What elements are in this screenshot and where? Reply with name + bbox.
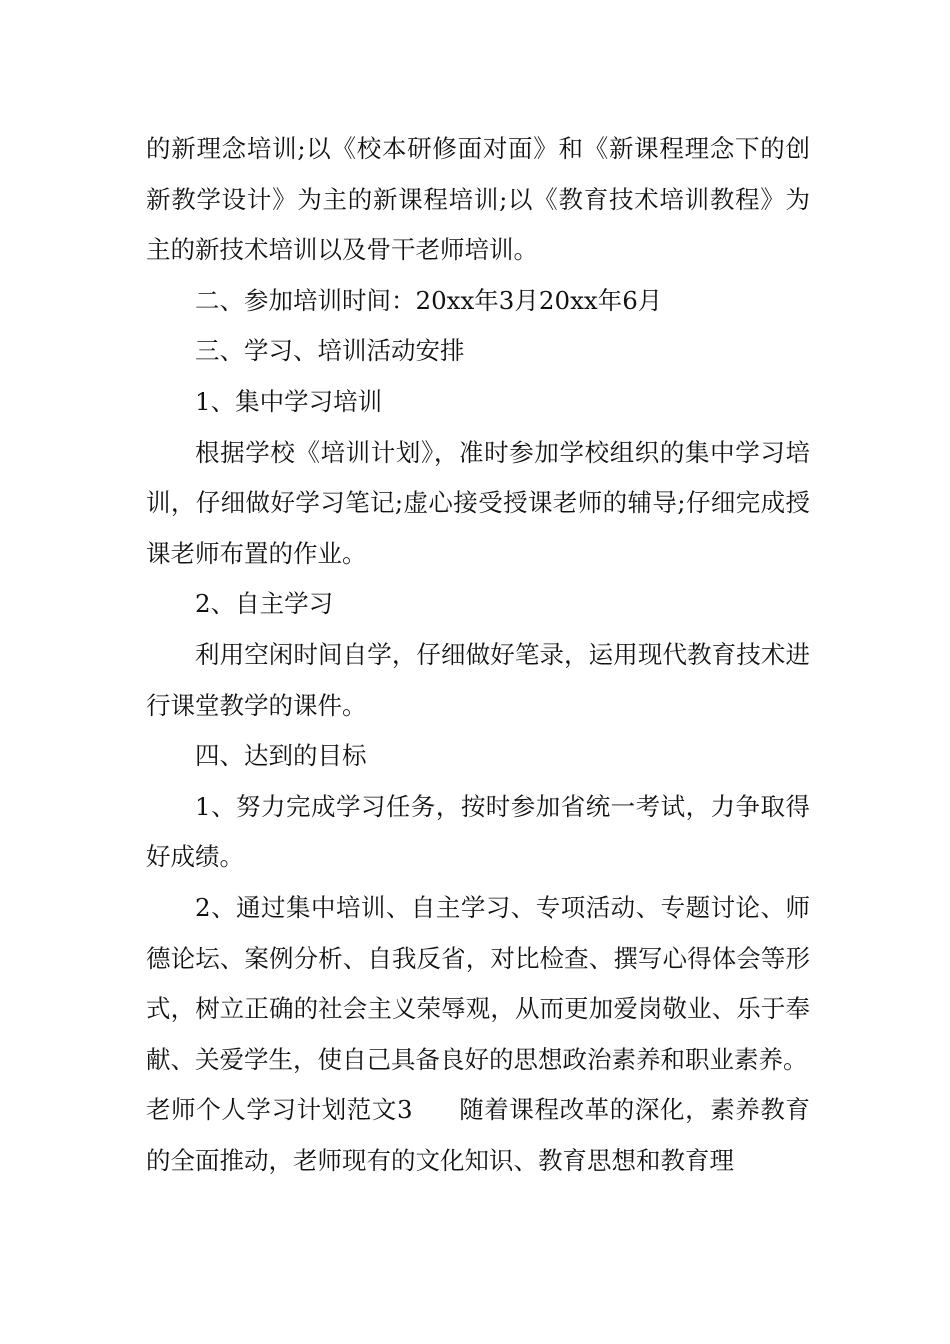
paragraph-self-study: 利用空闲时间自学，仔细做好笔录，运用现代教育技术进行课堂教学的课件。	[146, 639, 810, 720]
paragraph-training-time: 二、参加培训时间：20xx年3月20xx年6月	[195, 285, 663, 315]
subheading-self-study: 2、自主学习	[195, 589, 334, 619]
paragraph-goal-2: 2、通过集中培训、自主学习、专项活动、专题讨论、师德论坛、案例分析、自我反省，对比检查、撰写心得体会等形式，树立正确的社会主义荣辱观，从而更加爱岗敬业、乐于奉献、关爱学生，使自己具备良好的思想政治素养和职业素养。	[146, 892, 810, 1074]
section-3-body: 随着课程改革的深化，素养教育的全面推动，老师现有的文化知识、教育思想和教育理	[146, 1095, 810, 1175]
document-page	[146, 124, 810, 1186]
paragraph-section-3	[146, 1085, 810, 1186]
paragraph-continuation: 的新理念培训;以《校本研修面对面》和《新课程理念下的创新教学设计》为主的新课程培训;以《教育技术培训教程》为主的新技术培训以及骨干老师培训。	[146, 134, 810, 265]
section-3-title: 老师个人学习计划范文3	[146, 1095, 413, 1125]
subheading-centralized-training: 1、集中学习培训	[195, 386, 383, 416]
paragraph-centralized-training: 根据学校《培训计划》，准时参加学校组织的集中学习培训，仔细做好学习笔记;虚心接受授课老师的辅导;仔细完成授课老师布置的作业。	[146, 437, 810, 568]
heading-goals: 四、达到的目标	[195, 741, 367, 771]
paragraph-goal-1: 1、努力完成学习任务，按时参加省统一考试，力争取得好成绩。	[146, 791, 810, 872]
heading-activities: 三、学习、培训活动安排	[195, 336, 465, 366]
